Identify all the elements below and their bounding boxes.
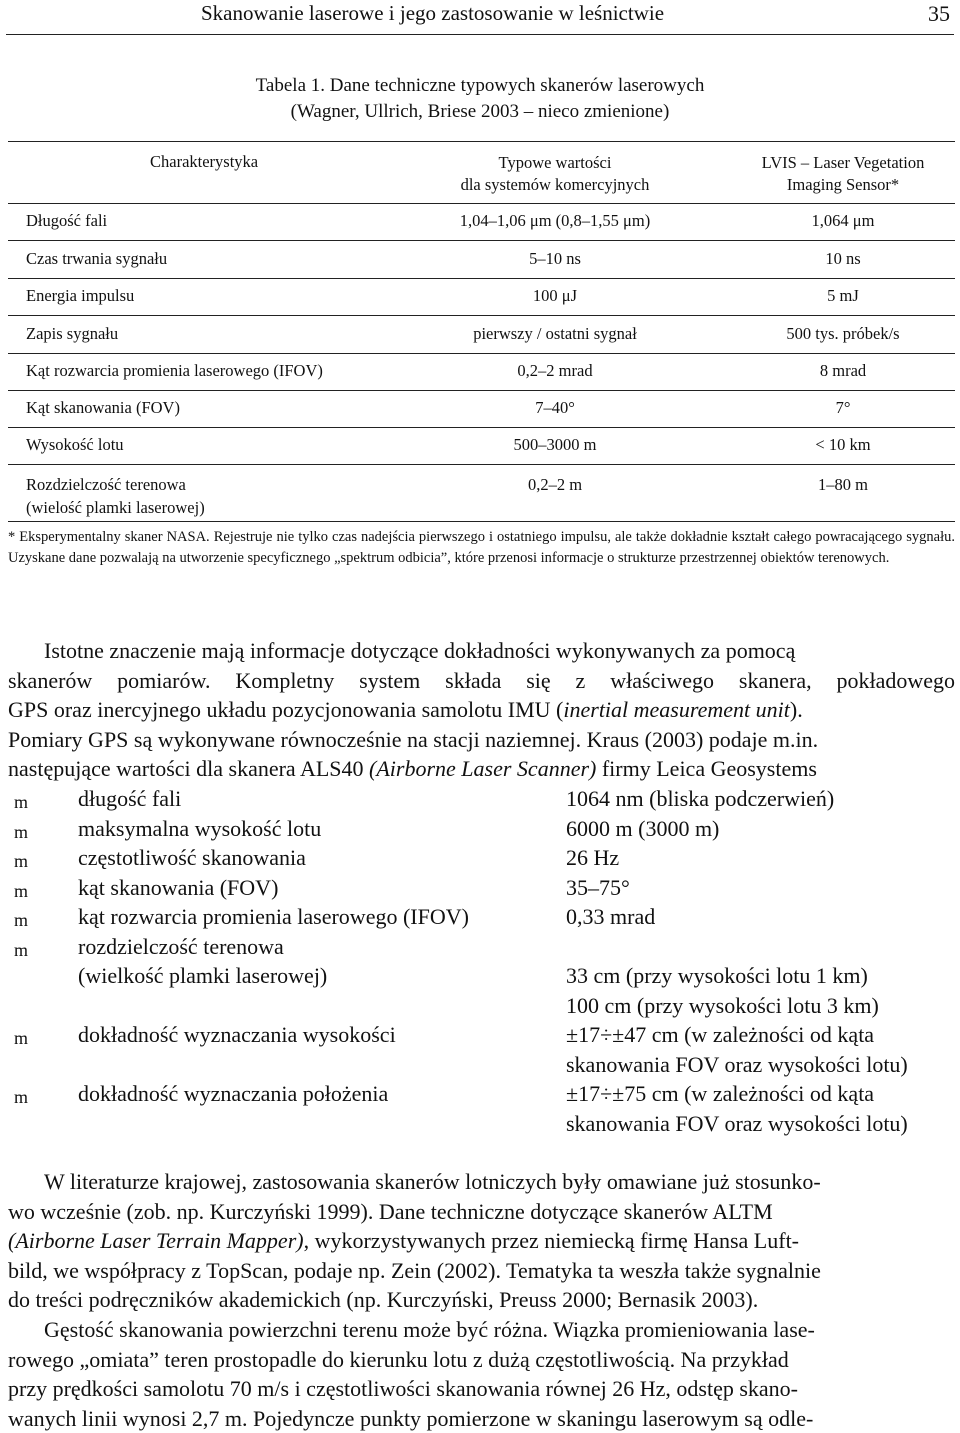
row-typical: 0,2–2 m [527,475,583,494]
row-lvis: 500 tys. próbek/s [786,324,900,343]
table-caption: Tabela 1. Dane techniczne typowych skanerów laserowych [255,75,705,96]
text-run: następujące wartości dla skanera ALS40 [8,756,370,781]
table-row [8,361,955,381]
table-row [8,473,955,519]
text-line: W literaturze krajowej, zastosowania skanerów lotniczych były omawiane już stosunko- [44,1169,821,1194]
spec-label: kąt skanowania (FOV) [78,874,279,900]
spec-label: maksymalna wysokość lotu [78,815,322,841]
spec-value: 0,33 mrad [566,904,656,929]
row-label: Kąt rozwarcia promienia laserowego (IFOV) [26,361,323,380]
bullet-icon: m [14,1087,29,1107]
row-label-l1: Rozdzielczość terenowa [26,475,186,494]
text-line [8,1226,955,1256]
row-typical: 500–3000 m [513,435,597,454]
text-run: GPS oraz inercyjnego układu pozycjonowania samolotu IMU ( [8,697,564,722]
table-row-rule [8,278,955,279]
spec-label: częstotliwość skanowania [78,845,306,870]
text-line: Istotne znaczenie mają informacje dotyczące dokładności wykonywanych za pomocą [44,638,796,663]
row-label: Energia impulsu [26,286,135,305]
table-row [8,398,955,418]
text-run: , wykorzystywanych przez niemiecką firmę Hansa Luft- [303,1228,800,1253]
table-header-rule [8,203,955,204]
bullet-icon: m [14,880,29,901]
text-line: przy prędkości samolotu 70 m/s i częstotliwości skanowania równej 26 Hz, odstęp skano- [8,1376,799,1401]
spec-label: dokładność wyznaczania wysokości [78,1022,396,1047]
table-row [8,286,955,306]
spec-label: rozdzielczość terenowa [78,933,284,959]
table-row [8,324,955,344]
spec-value-cont: skanowania FOV oraz wysokości lotu) [566,1110,908,1136]
running-title: Skanowanie laserowe i jego zastosowanie w leśnictwie [201,1,665,25]
text-line [8,754,955,784]
header-characteristic: Charakterystyka [150,152,259,171]
spec-label-cont: (wielkość plamki laserowej) [78,963,328,988]
text-line: wo wcześnie (zob. np. Kurczyński 1999). Dane techniczne dotyczące skanerów ALTM [8,1198,773,1224]
header-typical-l2: dla systemów komercyjnych [460,175,650,194]
paragraph-1 [8,636,955,784]
header-lvis [728,152,958,196]
row-lvis: < 10 km [815,435,871,454]
text-line: rowego „omiata” teren prostopadle do kierunku lotu z dużą częstotliwością. Na przykład [8,1346,789,1372]
spec-value: 26 Hz [566,845,620,870]
table-row-rule [8,240,955,241]
text-run: firmy Leica Geosystems [596,756,817,781]
table-row-rule [8,464,955,465]
spec-value: ±17÷±75 cm (w zależności od kąta [566,1081,875,1106]
row-lvis: 10 ns [825,249,861,268]
row-typical: 5–10 ns [529,249,581,268]
spec-value-cont: skanowania FOV oraz wysokości lotu) [566,1051,908,1077]
table-footnote: * Eksperymentalny skaner NASA. Rejestruje nie tylko czas nadejścia pierwszego i ostatniego impulsu, ale także dokładnie kształt całego powracającego sygnału. Uzyskane dane pozwalają na utworzenie specyficznego „spektrum odbicia”, które przenosi informacje o strukturze przestrzennej obiektów terenowych. [8,529,955,566]
spec-label: długość fali [78,786,182,811]
spec-value: 33 cm (przy wysokości lotu 1 km) [566,963,868,988]
paragraph-3 [8,1315,955,1433]
table-row [8,249,955,269]
table-row [8,211,955,231]
row-typical: 100 μJ [532,286,578,305]
bullet-icon: m [14,939,29,960]
row-typical: 1,04–1,06 μm (0,8–1,55 μm) [459,211,651,230]
table-header-row [8,150,955,200]
table-row-rule [8,315,955,316]
text-line: do treści podręczników akademickich (np. Kurczyński, Preuss 2000; Bernasik 2003). [8,1287,759,1312]
row-label: Wysokość lotu [26,435,124,454]
row-typical: 0,2–2 mrad [517,361,593,380]
row-label: Zapis sygnału [26,324,119,343]
row-label: Czas trwania sygnału [26,249,168,268]
table-row-rule [8,353,955,354]
italic-term: (Airborne Laser Terrain Mapper) [8,1228,304,1253]
table-row [8,435,955,455]
table-row-rule [8,390,955,391]
row-label [26,473,205,519]
row-lvis: 1,064 μm [811,211,875,230]
row-lvis: 8 mrad [819,361,867,380]
row-label: Długość fali [26,211,108,230]
spec-value: 1064 nm (bliska podczerwień) [566,786,835,811]
header-typical-l1: Typowe wartości [498,153,612,172]
text-line: Gęstość skanowania powierzchni terenu może być różna. Wiązka promieniowania lase- [44,1317,815,1342]
spec-value: 35–75° [566,874,630,900]
row-lvis: 7° [835,398,851,417]
paragraph-2 [8,1167,955,1315]
row-label: Kąt skanowania (FOV) [26,398,180,417]
row-typical: pierwszy / ostatni sygnał [473,324,637,343]
row-typical: 7–40° [535,398,575,417]
bullet-icon: m [14,821,29,842]
text-run: ). [789,697,803,722]
row-label-l2: (wielość plamki laserowej) [26,498,205,517]
text-line: Pomiary GPS są wykonywane równocześnie na stacji naziemnej. Kraus (2003) podaje m.in. [8,726,819,752]
bullet-icon: m [14,792,29,812]
header-typical [380,152,730,196]
row-lvis: 5 mJ [827,286,859,305]
spec-value: 6000 m (3000 m) [566,815,720,841]
table-top-rule [8,141,955,142]
text-line [8,695,955,725]
page-number: 35 [928,1,950,26]
header-lvis-l2: Imaging Sensor* [786,175,900,194]
table-bottom-rule [8,521,955,522]
spec-value: ±17÷±47 cm (w zależności od kąta [566,1022,875,1047]
table-caption-source: (Wagner, Ullrich, Briese 2003 – nieco zmienione) [290,101,670,122]
spec-value-cont: 100 cm (przy wysokości lotu 3 km) [566,992,879,1018]
table-row-rule [8,427,955,428]
bullet-icon: m [14,1028,29,1048]
spec-label: dokładność wyznaczania położenia [78,1081,389,1106]
spec-label: kąt rozwarcia promienia laserowego (IFOV) [78,904,469,929]
text-line: bild, we współpracy z TopScan, podaje np. Zein (2002). Tematyka ta weszła także sygnalnie [8,1257,821,1283]
italic-term: (Airborne Laser Scanner) [369,756,597,781]
text-line: skanerów pomiarów. Kompletny system składa się z właściwego skanera, pokładowego [8,667,955,693]
header-lvis-l1: LVIS – Laser Vegetation [761,153,925,172]
bullet-icon: m [14,910,29,930]
italic-term: inertial measurement unit [563,697,790,722]
bullet-icon: m [14,851,29,871]
text-line: wanych linii wynosi 2,7 m. Pojedyncze punkty pomierzone w skaningu laserowym są odle- [8,1405,814,1431]
row-lvis: 1–80 m [818,475,868,494]
running-header [6,0,954,35]
